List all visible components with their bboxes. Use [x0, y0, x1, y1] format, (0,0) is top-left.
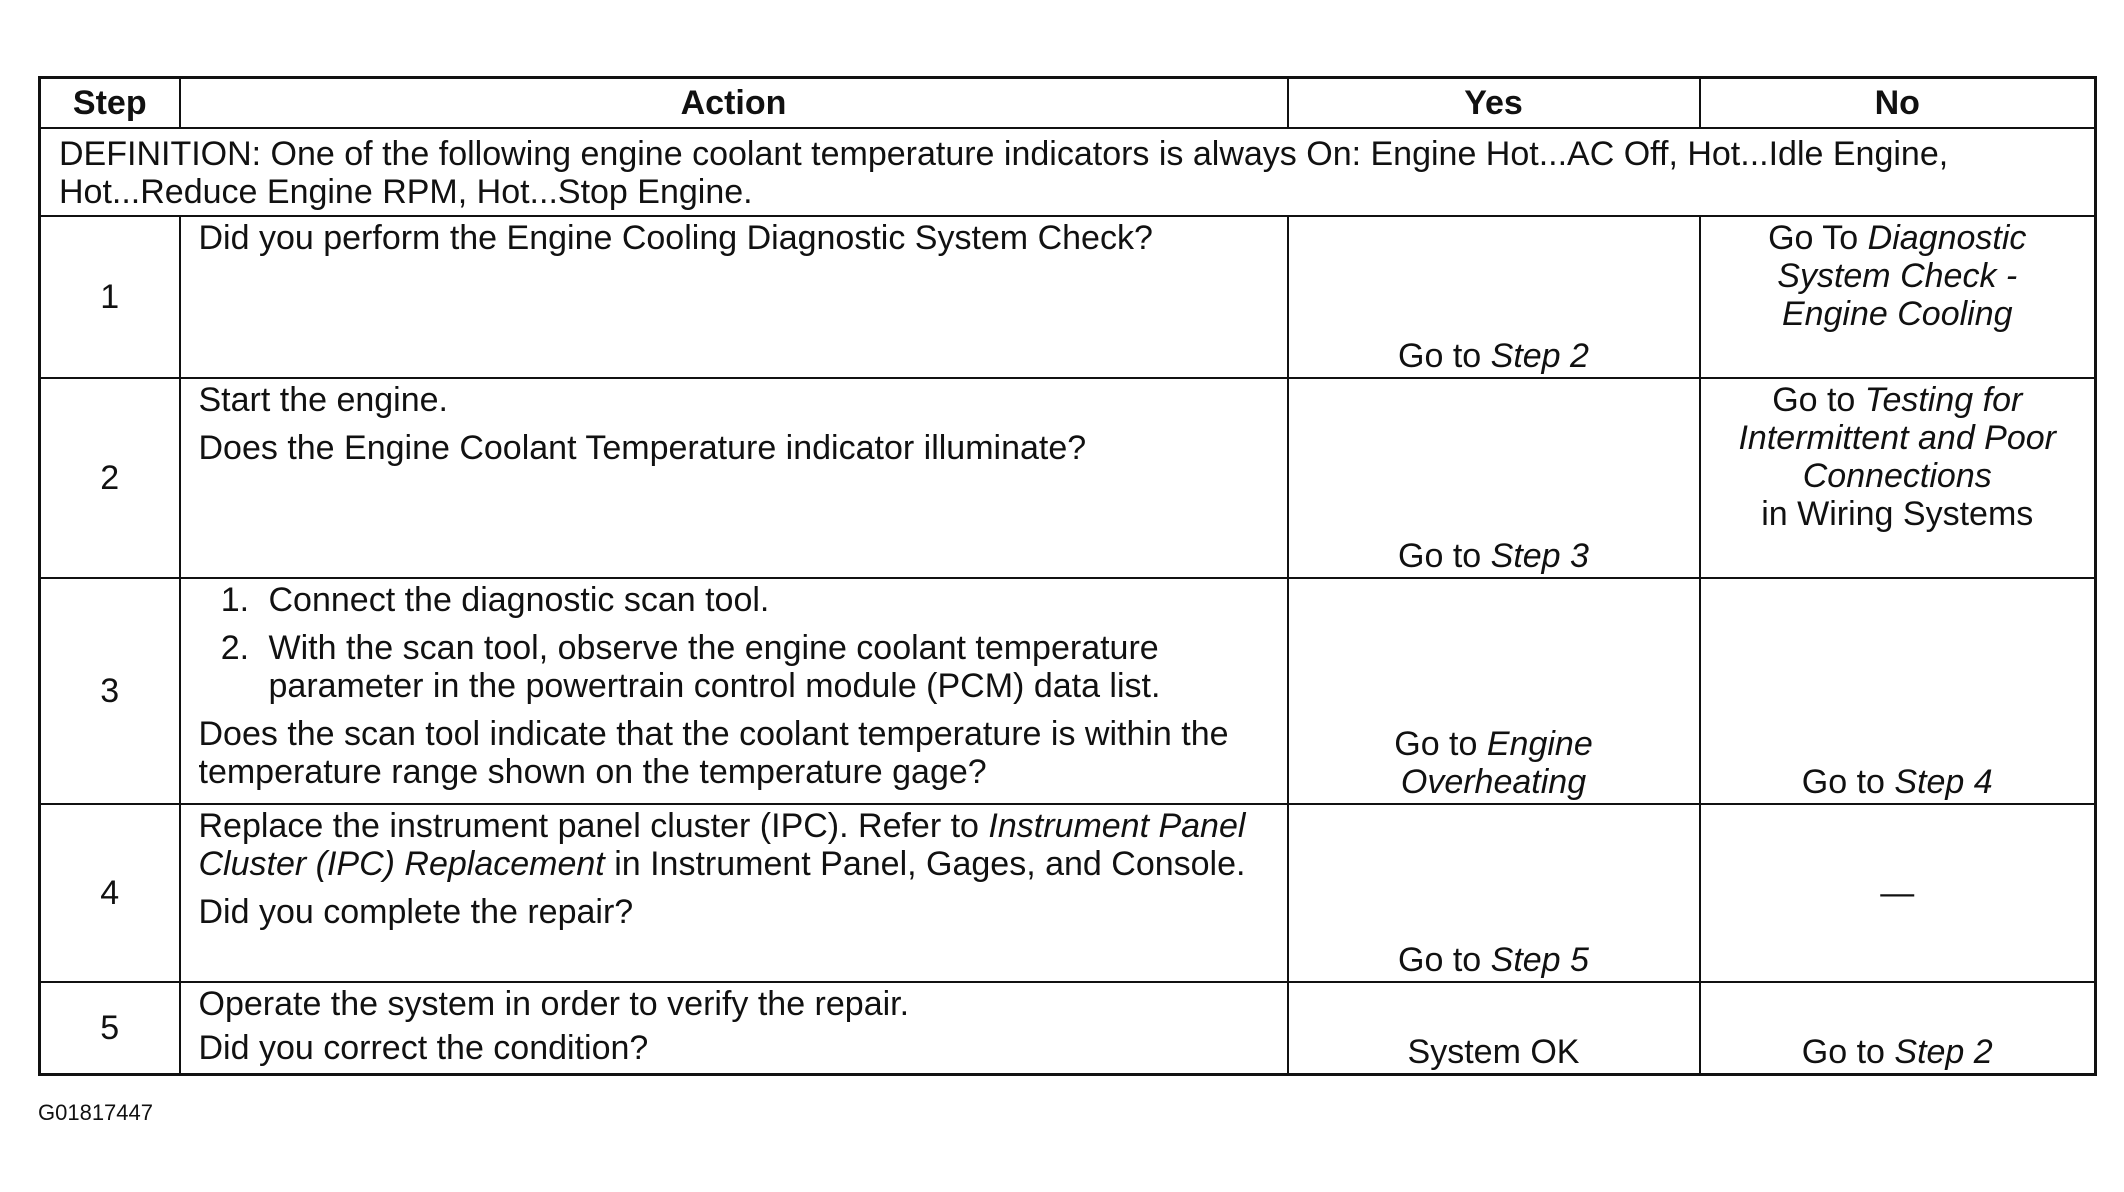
- no-cell: [1700, 378, 2096, 578]
- step-number: 3: [40, 578, 180, 804]
- yes-cell: [1288, 804, 1700, 982]
- action-step-item: 1. Connect the diagnostic scan tool.: [259, 581, 1269, 619]
- no-link: Step 4: [1894, 763, 1993, 801]
- action-steps-list: [199, 581, 1269, 705]
- action-text-post: in Instrument Panel, Gages, and Console.: [604, 845, 1246, 883]
- yes-prefix: Go to: [1398, 337, 1491, 375]
- step-number: 2: [40, 378, 180, 578]
- no-cell: [1700, 578, 2096, 804]
- yes-link: Step 3: [1490, 537, 1589, 575]
- yes-link: Engine Overheating: [1400, 725, 1593, 801]
- action-cell: [180, 578, 1288, 804]
- action-question: Does the Engine Coolant Temperature indicator illuminate?: [198, 429, 1087, 467]
- no-link: Testing for Intermittent and Poor Connections: [1738, 381, 2056, 495]
- no-link: Step 2: [1894, 1033, 1993, 1071]
- header-row: [40, 78, 2096, 129]
- definition-row: [40, 128, 2096, 216]
- action-question: Does the scan tool indicate that the coolant temperature is within the temperature range shown on the temperature gage?: [198, 715, 1229, 791]
- action-cell: [180, 804, 1288, 982]
- no-cell: [1700, 216, 2096, 378]
- no-prefix: Go to: [1772, 381, 1865, 419]
- step-number: 1: [40, 216, 180, 378]
- yes-prefix: Go to: [1398, 537, 1491, 575]
- action-cell: [180, 982, 1288, 1075]
- yes-cell: [1288, 578, 1700, 804]
- action-cell: [180, 216, 1288, 378]
- table-row: [40, 804, 2096, 982]
- no-cell: [1700, 982, 2096, 1075]
- yes-cell: [1288, 982, 1700, 1075]
- step-number: 4: [40, 804, 180, 982]
- no-dash: —: [1880, 874, 1915, 912]
- header-no: No: [1700, 78, 2096, 129]
- no-link: Diagnostic System Check - Engine Cooling: [1777, 219, 2027, 333]
- yes-result: System OK: [1407, 1033, 1580, 1071]
- diagnostic-table: [38, 76, 2097, 1076]
- table-row: [40, 578, 2096, 804]
- header-step: Step: [40, 78, 180, 129]
- action-text: Did you perform the Engine Cooling Diagnostic System Check?: [198, 219, 1153, 257]
- action-text: Operate the system in order to verify the repair.: [198, 985, 910, 1023]
- no-cell: [1700, 804, 2096, 982]
- action-text: Start the engine.: [198, 381, 449, 419]
- table-row: [40, 982, 2096, 1075]
- action-question: Did you complete the repair?: [198, 893, 634, 931]
- definition-text: DEFINITION: One of the following engine coolant temperature indicators is always On: Engine Hot...AC Off, Hot...Idle Engine, Hot...Reduce Engine RPM, Hot...Stop Engine.: [40, 128, 2096, 216]
- action-reference: Instrument Panel Cluster (IPC) Replacement: [198, 807, 1246, 883]
- header-yes: Yes: [1288, 78, 1700, 129]
- diagnostic-table-container: [38, 76, 2094, 1076]
- table-row: [40, 378, 2096, 578]
- no-suffix: in Wiring Systems: [1761, 495, 2034, 533]
- yes-cell: [1288, 216, 1700, 378]
- action-cell: [180, 378, 1288, 578]
- yes-link: Step 5: [1490, 941, 1589, 979]
- header-action: Action: [180, 78, 1288, 129]
- no-prefix: Go To: [1768, 219, 1868, 257]
- table-row: [40, 216, 2096, 378]
- yes-prefix: Go to: [1398, 941, 1491, 979]
- action-step-item: 2. With the scan tool, observe the engine coolant temperature parameter in the powertrain control module (PCM) data list.: [259, 629, 1269, 705]
- action-text-pre: Replace the instrument panel cluster (IPC). Refer to: [198, 807, 989, 845]
- figure-code: G01817447: [38, 1100, 153, 1125]
- no-prefix: Go to: [1801, 1033, 1895, 1071]
- yes-link: Step 2: [1490, 337, 1589, 375]
- action-text: [199, 807, 1269, 883]
- action-question: Did you correct the condition?: [198, 1029, 649, 1067]
- yes-prefix: Go to: [1394, 725, 1487, 763]
- step-number: 5: [40, 982, 180, 1075]
- yes-cell: [1288, 378, 1700, 578]
- no-prefix: Go to: [1801, 763, 1895, 801]
